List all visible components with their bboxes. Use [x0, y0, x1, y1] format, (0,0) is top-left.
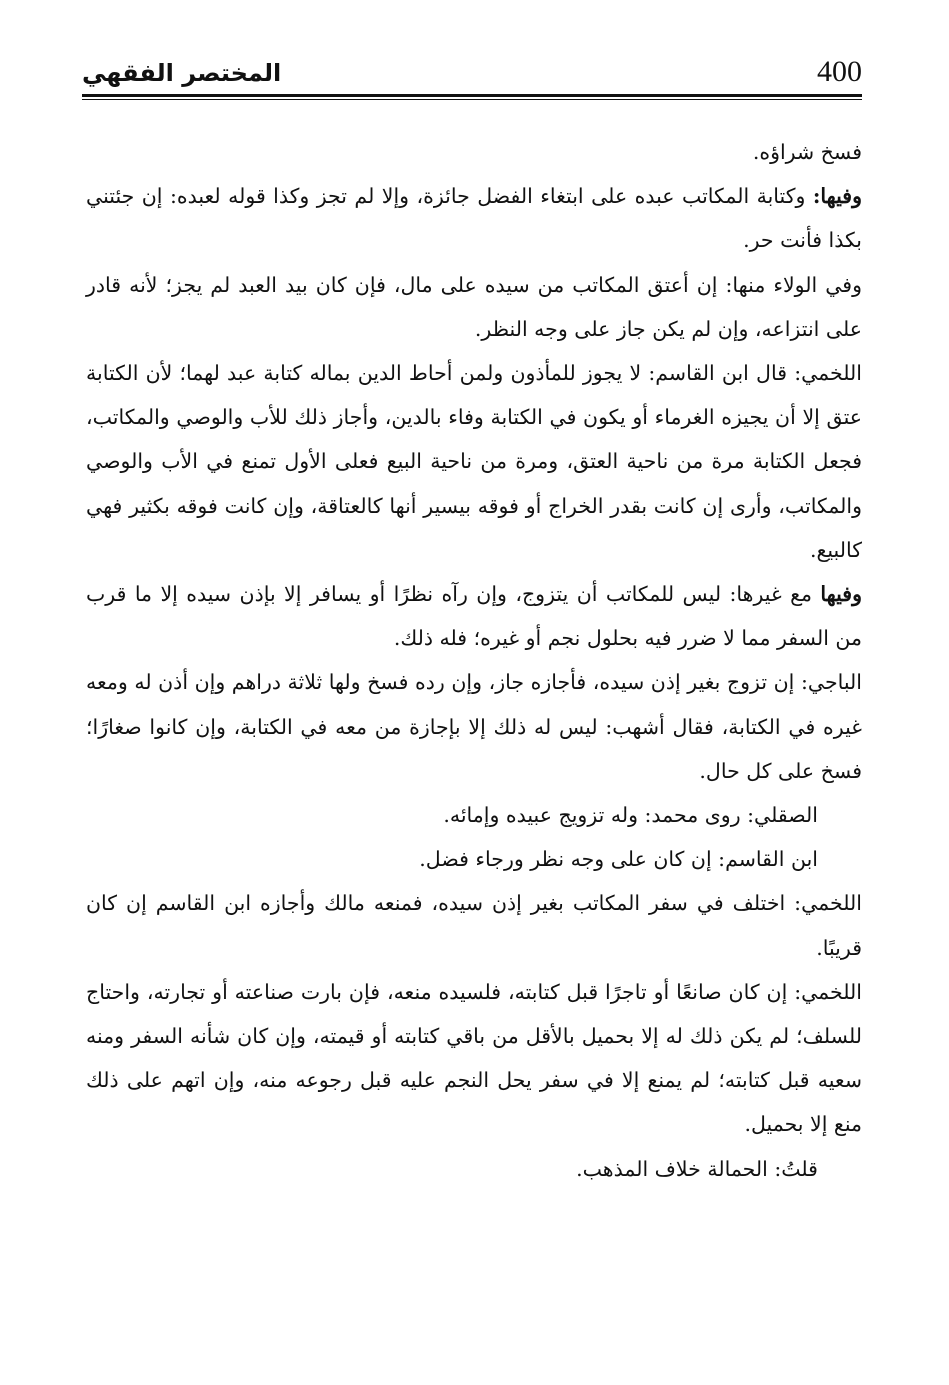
header-rule-thin [82, 99, 862, 100]
paragraph-lead: وفيها [820, 582, 862, 607]
body-text [86, 130, 862, 1191]
paragraph: الباجي: إن تزوج بغير إذن سيده، فأجازه جاز، وإن رده فسخ ولها ثلاثة دراهم وإن أذن له ومعه غيره في الكتابة، فقال أشهب: ليس له ذلك إلا بإجازة من معه في الكتابة، وإن كانوا صغارًا؛ فسخ على كل حال. [86, 670, 862, 783]
paragraph: اللخمي: إن كان صانعًا أو تاجرًا قبل كتابته، فلسيده منعه، فإن بارت صناعته أو تجارته، واحتاج للسلف؛ لم يكن ذلك له إلا بحميل بالأقل من باقي كتابته أو قيمته، وإن كان شأنه السفر ومنه سعيه قبل كتابته؛ لم يمنع إلا في سفر يحل النجم عليه قبل رجوعه منه، وإن اتهم على ذلك منع إلا بحميل. [86, 979, 862, 1137]
paragraph: ابن القاسم: إن كان على وجه نظر ورجاء فضل. [419, 847, 818, 872]
running-title: المختصر الفقهي [82, 59, 282, 87]
page-number: 400 [817, 55, 862, 88]
paragraph: قلتُ: الحمالة خلاف المذهب. [576, 1156, 818, 1181]
paragraph: فسخ شراؤه. [752, 140, 862, 164]
page-header [82, 52, 862, 96]
header-rule-thick [82, 94, 862, 97]
paragraph: وفيها: وكتابة المكاتب عبده على ابتغاء الفضل جائزة، وإلا لم تجز وكذا قوله لعبده: إن جئتني بكذا فأنت حر. [86, 184, 862, 253]
paragraph: اللخمي: اختلف في سفر المكاتب بغير إذن سيده، فمنعه مالك وأجازه ابن القاسم إن كان قريبًا. [86, 891, 862, 960]
paragraph: وفيها مع غيرها: ليس للمكاتب أن يتزوج، وإن رآه نظرًا أو يسافر إلا بإذن سيده إلا ما قرب من السفر مما لا ضرر فيه بحلول نجم أو غيره؛ فله ذلك. [86, 582, 862, 651]
paragraph: اللخمي: قال ابن القاسم: لا يجوز للمأذون ولمن أحاط الدين بماله كتابة عبد لهما؛ لأن الكتابة عتق إلا أن يجيزه الغرماء أو يكون في الكتابة وفاء بالدين، وأجاز ذلك للأب والوصي والمكاتب، فجعل الكتابة مرة من ناحية العتق، ومرة من ناحية البيع فعلى الأول تمنع في الأب والوصي والمكاتب، وأرى إن كانت بقدر الخراج أو فوقه بيسير أنها كالعتاقة، وإن كانت فوقه بكثير فهي كالبيع. [86, 361, 862, 562]
paragraph: الصقلي: روى محمد: وله تزويج عبيده وإمائه. [443, 803, 818, 828]
paragraph: وفي الولاء منها: إن أعتق المكاتب من سيده على مال، فإن كان بيد العبد لم يجز؛ لأنه قادر على انتزاعه، وإن لم يكن جاز على وجه النظر. [86, 272, 862, 341]
paragraph-lead: وفيها: [812, 184, 862, 209]
